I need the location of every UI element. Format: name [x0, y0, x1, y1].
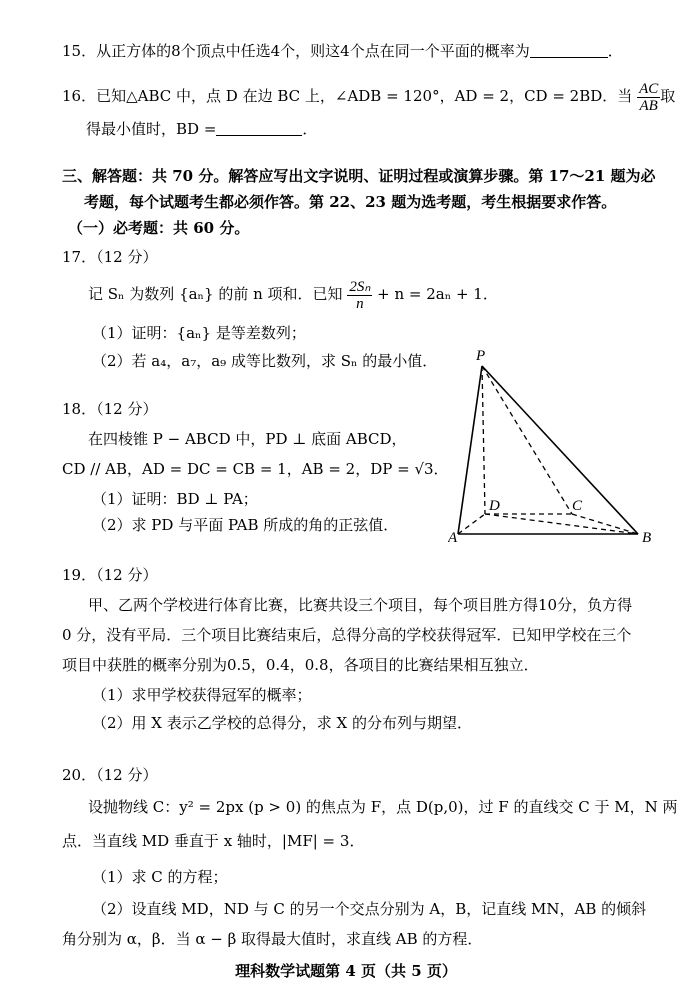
edge-pd	[482, 366, 485, 514]
q20-part2-cont: 角分别为 α，β．当 α − β 取得最大值时，求直线 AB 的方程．	[62, 930, 483, 948]
q19-line1: 甲、乙两个学校进行体育比赛，比赛共设三个项目，每个项目胜方得10分，负方得	[88, 596, 633, 614]
question-15: 15．从正方体的8个顶点中任选4个，则这4个点在同一个平面的概率为 ．	[62, 42, 623, 60]
section3-heading-2: 考题，每个试题考生都必须作答。第 22、23 题为选考题，考生根据要求作答。	[84, 193, 617, 211]
q15-text: 15．从正方体的8个顶点中任选4个，则这4个点在同一个平面的概率为	[62, 42, 530, 60]
answer-blank-16[interactable]	[216, 119, 302, 136]
q18-line1: 在四棱锥 P − ABCD 中，PD ⊥ 底面 ABCD，	[88, 430, 407, 448]
q18-head: 18．（12 分）	[62, 400, 158, 418]
q17-head: 17．（12 分）	[62, 248, 158, 266]
label-c: C	[572, 498, 583, 514]
fraction-2sn-n: $\frac{\text{2Sₙ}}{n}$	[349, 278, 371, 312]
pyramid-figure	[448, 344, 660, 544]
q20-line1: 设抛物线 C：y² = 2px (p > 0) 的焦点为 F，点 D(p,0)，过 F 的直线交 C 于 M，N 两	[88, 798, 678, 816]
question-16: 16．已知△ABC 中，点 D 在边 BC 上，∠ADB = 120°，AD = 2，CD = 2BD．当 $\frac{AC}{AB}$ 取	[62, 80, 676, 114]
q18-part2: （2）求 PD 与平面 PAB 所成的角的正弦值．	[92, 516, 399, 534]
section3-heading: 三、解答题：共 70 分。解答应写出文字说明、证明过程或演算步骤。第 17～21 题为必	[62, 167, 656, 185]
q19-line2: 0 分，没有平局．三个项目比赛结束后，总得分高的学校获得冠军．已知甲学校在三个	[62, 626, 632, 644]
q20-line2: 点．当直线 MD 垂直于 x 轴时，|MF| = 3．	[62, 832, 365, 850]
fraction-ac-ab: $\frac{AC}{AB}$	[639, 80, 659, 114]
q18-part1: （1）证明：BD ⊥ PA；	[92, 490, 258, 508]
page-footer: 理科数学试题第 4 页（共 5 页）	[235, 962, 457, 980]
edge-pc	[482, 366, 572, 514]
q17-stem: 记 Sₙ 为数列 {aₙ} 的前 n 项和．已知 $\frac{\text{2Sₙ}}{n}$ + n = 2aₙ + 1．	[88, 278, 498, 312]
label-b: B	[642, 530, 652, 544]
label-d: D	[489, 498, 500, 514]
q17-part2: （2）若 a₄，a₇，a₉ 成等比数列，求 Sₙ 的最小值．	[92, 352, 438, 370]
q19-part2: （2）用 X 表示乙学校的总得分，求 X 的分布列与期望．	[92, 714, 472, 732]
q19-head: 19．（12 分）	[62, 566, 158, 584]
q20-head: 20．（12 分）	[62, 766, 158, 784]
answer-blank-15[interactable]	[530, 41, 608, 58]
section3-sub: （一）必考题：共 60 分。	[68, 219, 250, 237]
edge-ad	[458, 514, 485, 534]
q16-text: 16．已知△ABC 中，点 D 在边 BC 上，∠ADB = 120°，AD = 2，CD = 2BD．当	[62, 87, 633, 105]
edge-pa	[458, 366, 482, 534]
edge-pb	[482, 366, 638, 534]
q20-part2: （2）设直线 MD，ND 与 C 的另一个交点分别为 A，B，记直线 MN，AB 的倾斜	[92, 900, 647, 918]
q18-line2: CD // AB，AD = DC = CB = 1，AB = 2，DP = √3．	[62, 460, 449, 478]
q19-line3: 项目中获胜的概率分别为0.5，0.4，0.8，各项目的比赛结果相互独立．	[62, 656, 539, 674]
q19-part1: （1）求甲学校获得冠军的概率；	[92, 686, 312, 704]
q20-part1: （1）求 C 的方程；	[92, 868, 228, 886]
edge-db	[485, 514, 638, 534]
question-16-line2: 得最小值时，BD = ．	[86, 120, 318, 138]
q17-part1: （1）证明：{aₙ} 是等差数列；	[92, 324, 306, 342]
label-p: P	[476, 348, 486, 364]
label-a: A	[448, 530, 458, 544]
